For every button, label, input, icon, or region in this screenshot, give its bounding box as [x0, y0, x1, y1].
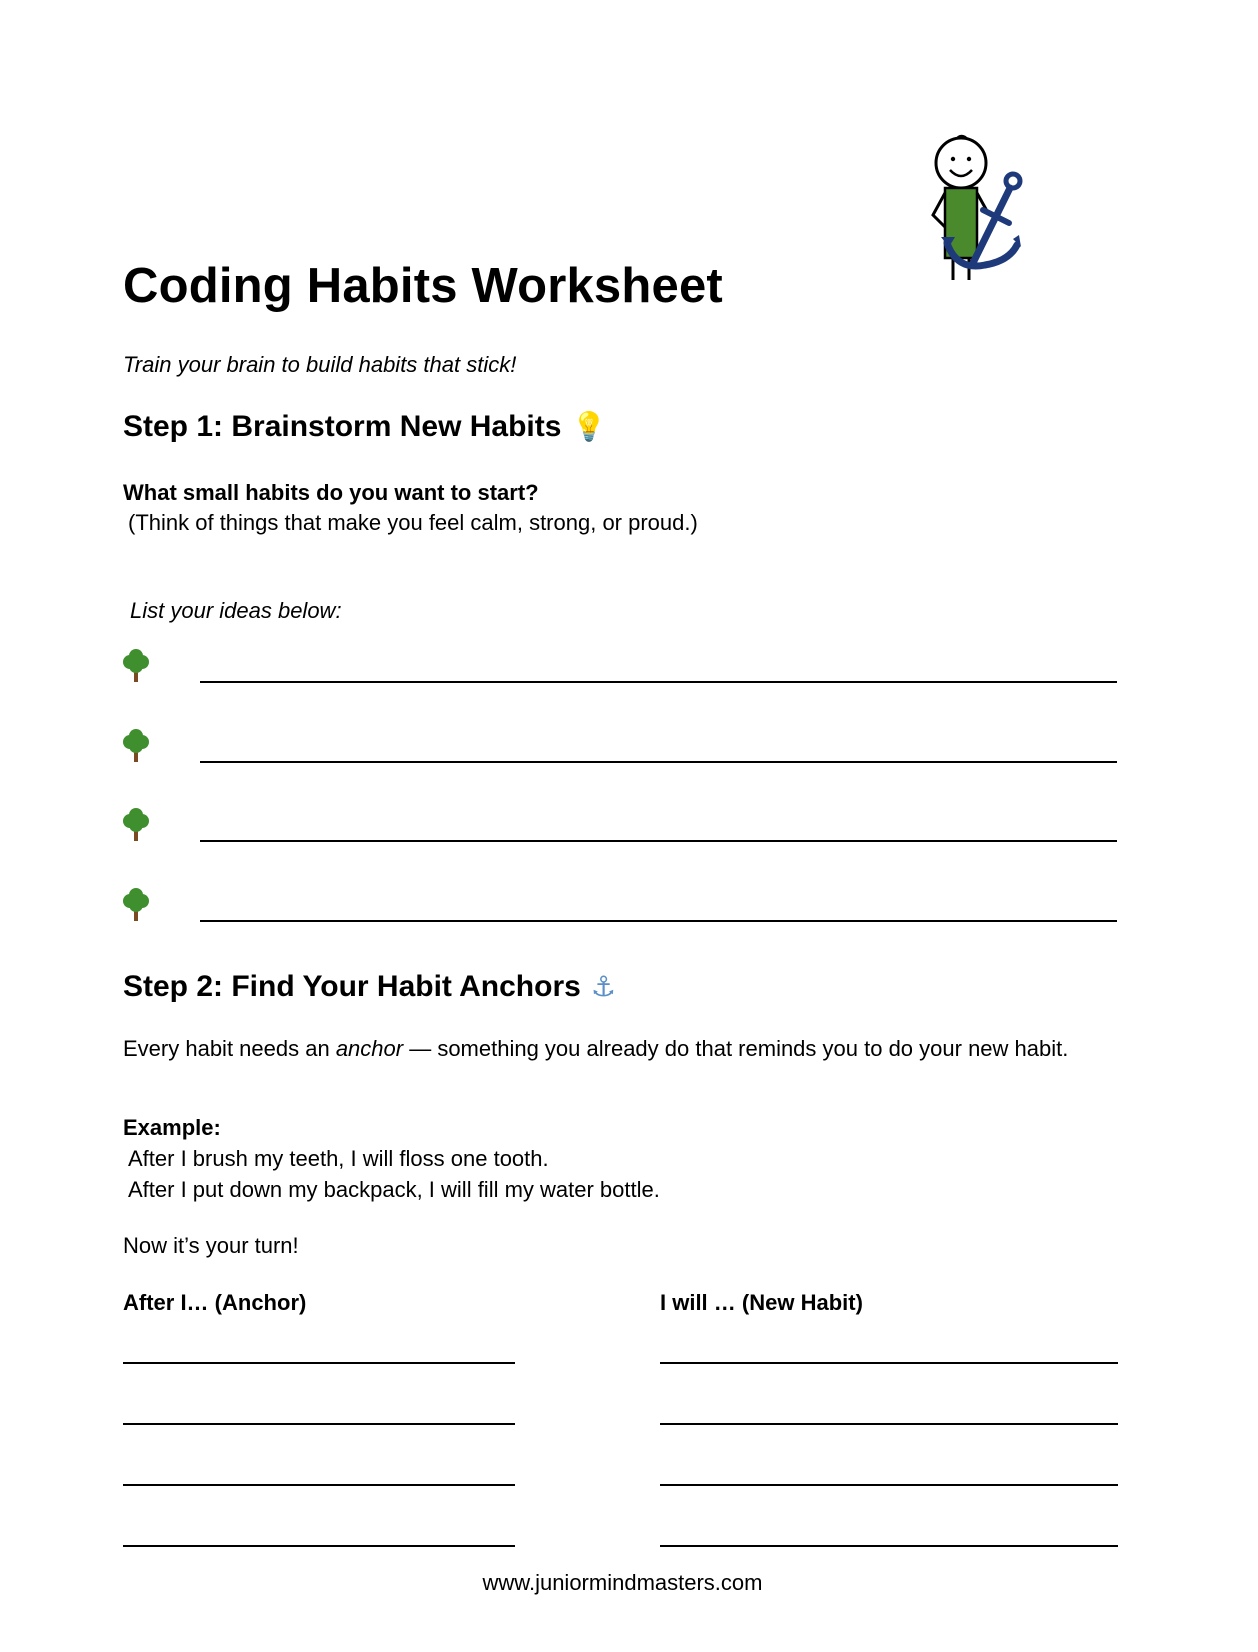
- anchor-write-line[interactable]: [123, 1423, 515, 1425]
- idea-row: [120, 648, 1120, 688]
- habit-write-line[interactable]: [660, 1423, 1118, 1425]
- example-line-2: After I put down my backpack, I will fill my water bottle.: [128, 1177, 660, 1202]
- step2-intro-before: Every habit needs an: [123, 1036, 336, 1061]
- step2-intro: [123, 1035, 1093, 1062]
- tree-icon: [120, 887, 152, 923]
- step2-heading: [123, 970, 616, 1004]
- anchor-write-line[interactable]: [123, 1545, 515, 1547]
- step2-heading-text: Step 2: Find Your Habit Anchors: [123, 970, 581, 1003]
- idea-write-line[interactable]: [200, 840, 1117, 842]
- page-title: Coding Habits Worksheet: [123, 259, 723, 313]
- page-subtitle: Train your brain to build habits that stick!: [123, 352, 517, 377]
- idea-row: [120, 887, 1120, 927]
- step1-hint: (Think of things that make you feel calm, strong, or proud.): [128, 510, 698, 535]
- step1-heading-text: Step 1: Brainstorm New Habits: [123, 410, 562, 443]
- example-line-1: After I brush my teeth, I will floss one tooth.: [128, 1146, 549, 1171]
- tree-icon: [120, 648, 152, 684]
- tree-icon: [120, 807, 152, 843]
- anchor-column-header: After I… (Anchor): [123, 1290, 307, 1315]
- lightbulb-icon: 💡: [571, 411, 607, 442]
- step2-intro-after: — something you already do that reminds you to do your new habit.: [403, 1036, 1069, 1061]
- anchor-write-line[interactable]: [123, 1362, 515, 1364]
- step1-list-prompt: List your ideas below:: [130, 598, 342, 623]
- habit-write-line[interactable]: [660, 1362, 1118, 1364]
- your-turn-text: Now it’s your turn!: [123, 1233, 299, 1258]
- idea-write-line[interactable]: [200, 761, 1117, 763]
- stick-figure-anchor-illustration: [925, 125, 1045, 295]
- anchor-icon: ⚓: [590, 971, 616, 1002]
- tree-icon: [120, 728, 152, 764]
- footer-website: www.juniormindmasters.com: [482, 1570, 763, 1595]
- habit-write-line[interactable]: [660, 1484, 1118, 1486]
- idea-row: [120, 728, 1120, 768]
- step1-question: What small habits do you want to start?: [123, 480, 539, 505]
- example-label: Example:: [123, 1115, 221, 1140]
- idea-write-line[interactable]: [200, 681, 1117, 683]
- step2-intro-emphasis: anchor: [335, 1036, 404, 1061]
- habit-column-header: I will … (New Habit): [660, 1290, 863, 1315]
- step1-heading: [123, 410, 606, 444]
- habit-write-line[interactable]: [660, 1545, 1118, 1547]
- idea-row: [120, 807, 1120, 847]
- anchor-write-line[interactable]: [123, 1484, 515, 1486]
- idea-write-line[interactable]: [200, 920, 1117, 922]
